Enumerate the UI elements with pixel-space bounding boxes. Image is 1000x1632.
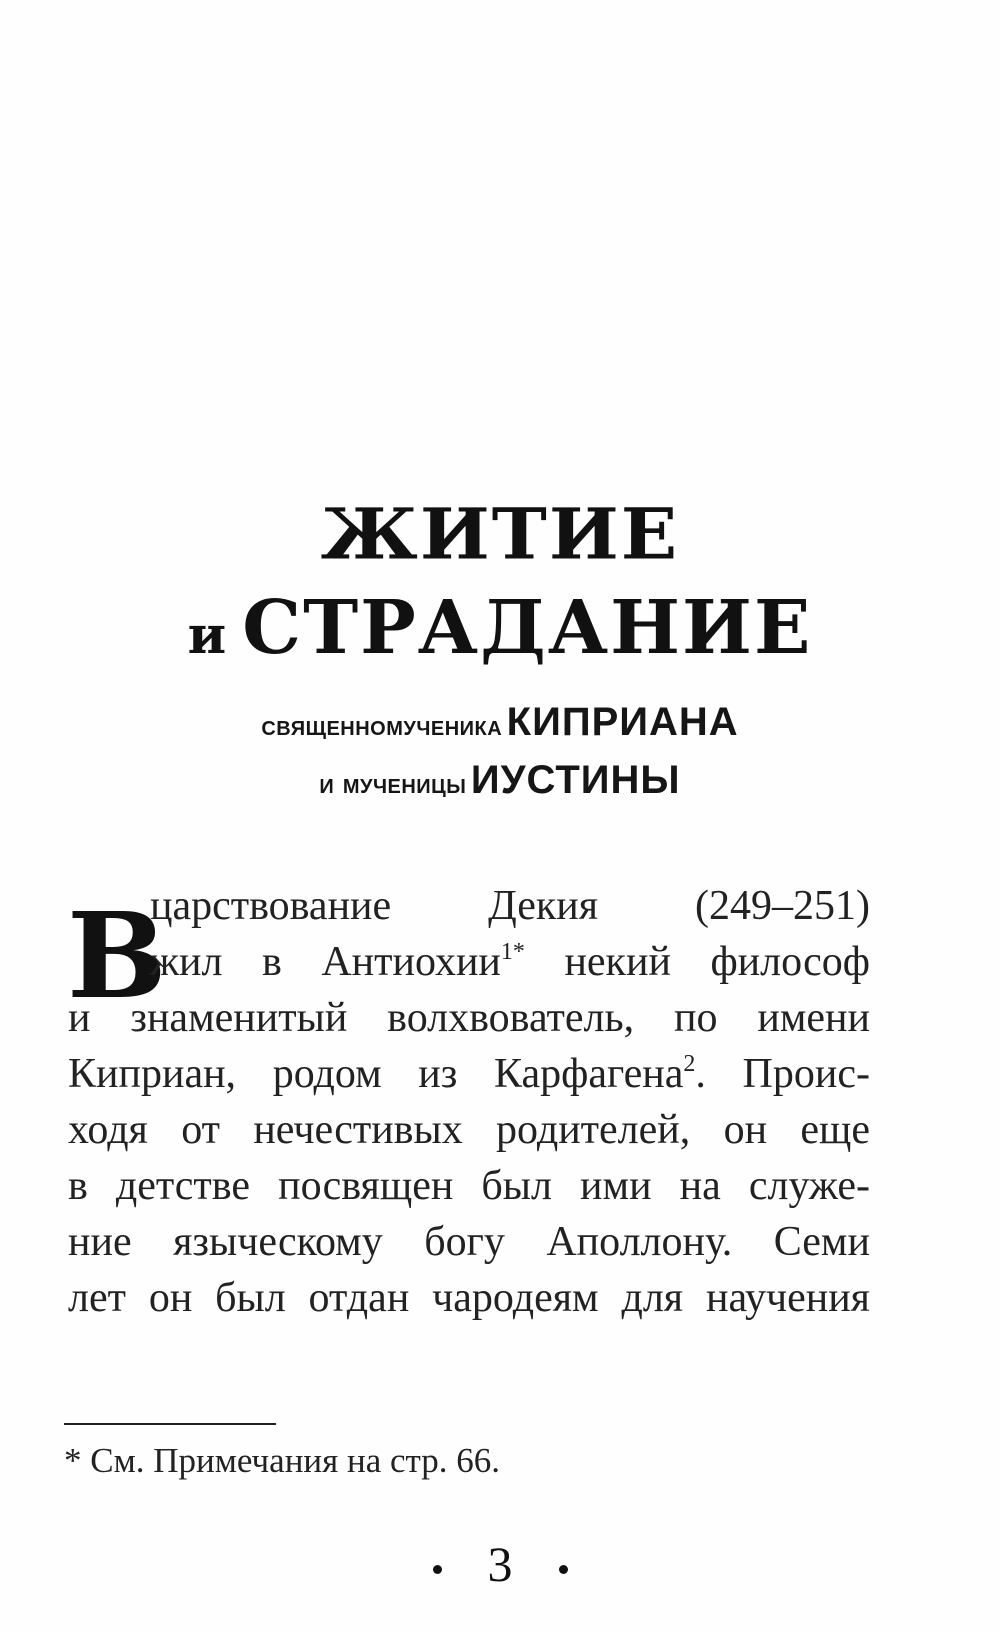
body-line-2 (150, 938, 870, 986)
subtitle-role-1: священномученика (261, 710, 503, 742)
page-number-dot-right (559, 1565, 568, 1574)
body-line-4-text: Киприан, родом из Карфагена (68, 1051, 684, 1097)
body-line-2-text: жил в Антиохии (150, 939, 501, 985)
title-conjunction: и (187, 605, 229, 666)
subtitle-name-1: КИПРИАНА (506, 700, 739, 744)
subtitle-name-2: ИУСТИНЫ (470, 758, 681, 802)
title-line-1: ЖИТИЕ (320, 494, 680, 576)
title-word: СТРАДАНИЕ (242, 585, 813, 671)
body-line-6: в детстве посвящен был ими на служе- (68, 1163, 870, 1209)
body-line-8: лет он был отдан чародеям для научения (68, 1275, 870, 1321)
drop-cap: В (67, 886, 167, 1025)
title-line-2 (0, 585, 1000, 671)
body-line-3: и знаменитый волхвователь, по имени (68, 995, 870, 1041)
body-line-5: ходя от нечестивых родителей, он еще (68, 1107, 870, 1153)
footnote: * См. Примечания на стр. 66. (64, 1441, 501, 1480)
body-line-4 (68, 1050, 870, 1098)
body-line-2-tail: некий философ (564, 939, 870, 985)
page-number-dot-left (433, 1565, 442, 1574)
footnote-divider (64, 1423, 276, 1425)
subtitle-line-2 (0, 758, 1000, 803)
subtitle-line-1 (0, 700, 1000, 745)
footnote-mark-antioch: 1* (500, 939, 525, 965)
subtitle-role-2: и мученицы (319, 768, 467, 800)
page-number-value: 3 (487, 1536, 513, 1592)
footnote-mark-carthage: 2 (683, 1051, 696, 1077)
body-line-7: ние языческому богу Аполлону. Семи (68, 1219, 870, 1265)
page-number (0, 1536, 1000, 1592)
body-line-4-tail: . Проис- (695, 1051, 870, 1097)
body-line-1: царствование Декия (249–251) (150, 883, 870, 929)
